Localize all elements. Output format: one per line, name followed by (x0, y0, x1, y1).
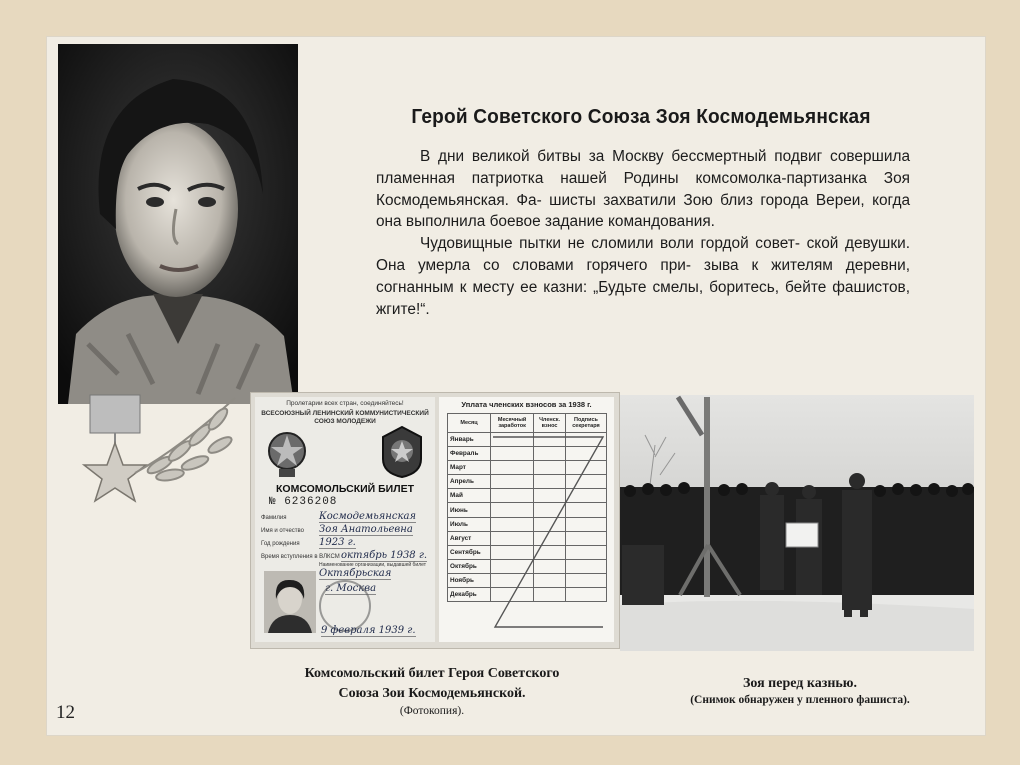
table-row: Декабрь (448, 588, 607, 602)
table-row: Июль (448, 517, 607, 531)
ticket-organization: ВСЕСОЮЗНЫЙ ЛЕНИНСКИЙ КОММУНИСТИЧЕСКИЙ СОЮЗ МОЛОДЕЖИ (261, 410, 429, 425)
paragraph-1: В дни великой битвы за Москву бессмертный подвиг совершила пламенная патриотка нашей Родины комсомолка-партизанка Зоя Космодемьянская. Фа- шисты захватили Зою близ города Вереи, когда она выполнила боевое задание командования. (376, 148, 911, 231)
table-row: Октябрь (448, 559, 607, 573)
body-text (376, 146, 910, 320)
komsomol-ticket-photocopy (250, 392, 620, 649)
page-number: 12 (56, 702, 75, 723)
dues-header-row: Месяц Месячный заработок Членск. взнос Подпись секретаря (448, 414, 607, 433)
order-of-lenin-icon (265, 427, 309, 479)
field-birth-year: Год рождения 1923 г. (261, 537, 356, 548)
ticket-number: № 6236208 (269, 496, 338, 508)
field-name: Имя и отчество Зоя Анатольевна (261, 524, 413, 535)
table-row: Январь (448, 433, 607, 447)
field-surname: Фамилия Космодемьянская (261, 511, 417, 522)
table-row: Сентябрь (448, 545, 607, 559)
dues-crossed-out-line (491, 431, 607, 631)
ticket-caption: Комсомольский билет Героя Советского Союза Зои Космодемьянской. (Фотокопия). (304, 666, 560, 717)
paragraph-2: Чудовищные пытки не сломили воли гордой совет- ской девушки. Она умерла со словами горячего при- зыва к жителям деревни, согнанным к месту ее казни: „Будьте смелы, боритесь, бейте фашистов, жгите!“. (376, 235, 911, 318)
table-row: Май (448, 489, 607, 503)
gold-star-medal-icon (70, 393, 250, 508)
portrait-photo (58, 44, 298, 404)
table-row: Июнь (448, 503, 607, 517)
ticket-photo (264, 571, 316, 633)
page-title: Герой Советского Союза Зоя Космодемьянская (411, 105, 871, 128)
field-join-date: Время вступления в ВЛКСМоктябрь 1938 г. (261, 550, 428, 561)
table-row: Август (448, 531, 607, 545)
ticket-name: КОМСОМОЛЬСКИЙ БИЛЕТ (276, 483, 414, 495)
field-issue-date: 9 февраля 1939 г. (321, 625, 416, 636)
execution-caption: Зоя перед казнью. (Снимок обнаружен у пленного фашиста). (690, 676, 910, 706)
ticket-header: Пролетарии всех стран, соединяйтесь! (286, 400, 404, 407)
ticket-left-page (255, 397, 435, 642)
table-row: Апрель (448, 475, 607, 489)
komsomol-badge-icon (379, 425, 425, 479)
dues-title: Уплата членских взносов за 1938 г. (461, 400, 592, 409)
table-row: Март (448, 461, 607, 475)
field-organization: Наименование организации, выдавшей билет Октябрьская (319, 562, 427, 579)
table-row: Ноябрь (448, 573, 607, 587)
execution-photo (620, 395, 974, 651)
table-row: Февраль (448, 447, 607, 461)
ticket-dues-page (439, 397, 614, 642)
field-city: г. Москва (325, 583, 377, 594)
